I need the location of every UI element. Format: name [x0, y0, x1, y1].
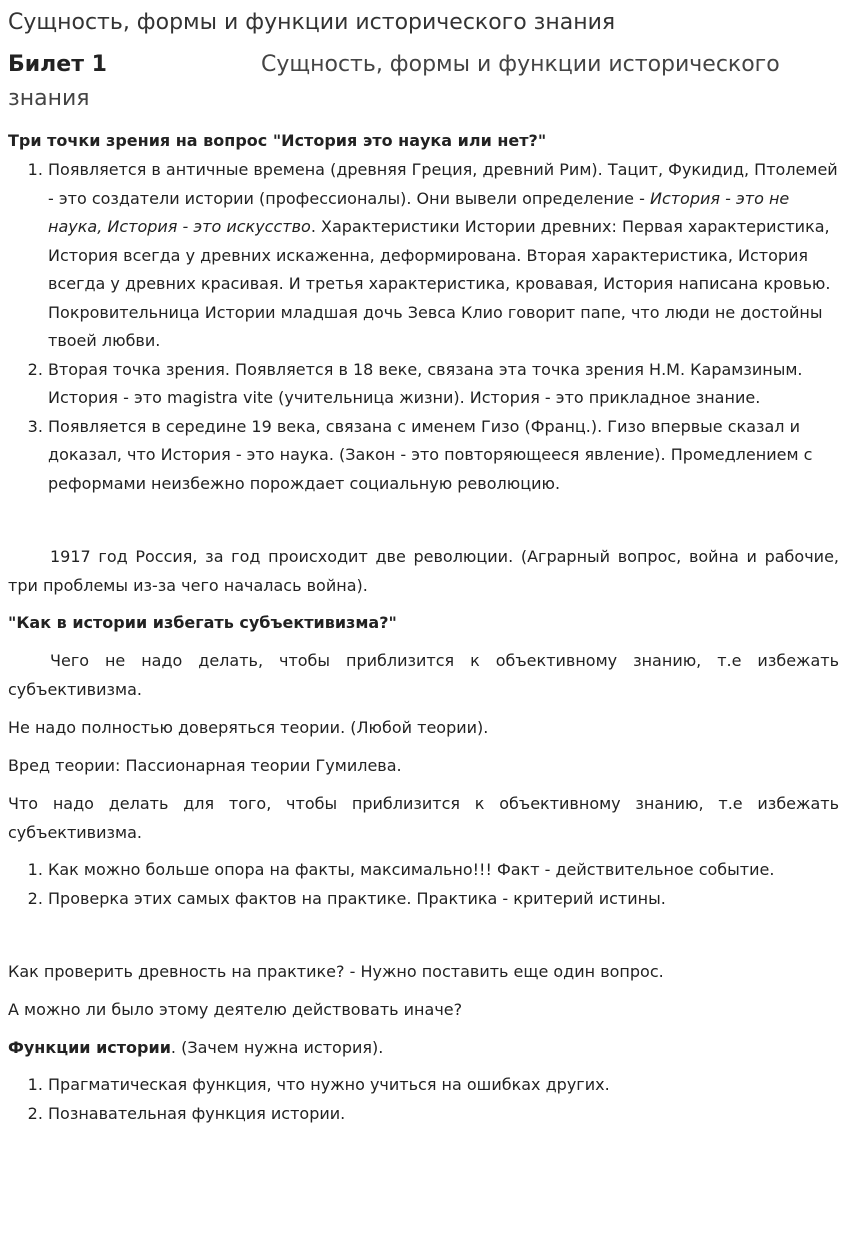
paragraph-1917: 1917 год Россия, за год происходит две революции. (Аграрный вопрос, война и рабочие, три проблемы из-за чего началась война). — [8, 547, 839, 595]
section3-heading-bold: Функции истории — [8, 1038, 171, 1057]
document-title: Сущность, формы и функции исторического знания — [8, 10, 616, 35]
list-item: 2. Вторая точка зрения. Появляется в 18 веке, связана эта точка зрения Н.М. Карамзиным. История - это magistra vite (учительница жизни). История - это прикладное знание. — [48, 356, 839, 413]
item-text: Появляется в античные времена (древняя Греция, древний Рим). Тацит, Фукидид, Птолемей - это создатели истории (профессионалы). Они вывели определение - — [48, 160, 838, 208]
section3-heading-rest: . (Зачем нужна история). — [170, 1038, 384, 1057]
paragraph: Как проверить древность на практике? - Нужно поставить еще один вопрос. — [8, 962, 664, 981]
ticket-header — [8, 48, 839, 116]
paragraph: Чего не надо делать, чтобы приблизится к объективному знанию, т.е избежать субъективизма. — [8, 651, 839, 699]
section2-heading: "Как в истории избегать субъективизма?" — [8, 613, 397, 632]
spacer — [8, 498, 839, 528]
list-item: 1. Как можно больше опора на факты, максимально!!! Факт - действительное событие. — [48, 856, 839, 885]
section1-heading: Три точки зрения на вопрос "История это наука или нет?" — [8, 131, 547, 150]
list-item: 1. Прагматическая функция, что нужно учиться на ошибках других. — [48, 1071, 839, 1100]
ticket-title: Сущность, формы и функции исторического знания — [8, 52, 780, 111]
list-item: 2. Познавательная функция истории. — [48, 1100, 839, 1129]
list-item: 2. Проверка этих самых фактов на практике. Практика - критерий истины. — [48, 885, 839, 914]
ticket-label: Билет 1 — [8, 52, 107, 77]
paragraph: А можно ли было этому деятелю действовать иначе? — [8, 1000, 463, 1019]
objectivity-list — [8, 856, 839, 913]
item-text: . Характеристики Истории древних: Первая характеристика, История всегда у древних искаженна, деформирована. Вторая характеристика, История всегда у древних красивая. И третья характеристика, кровавая, История написана кровью. Покровительница Истории младшая дочь Зевса Клио говорит папе, что люди не достойны твоей любви. — [48, 217, 831, 350]
viewpoints-list — [8, 156, 839, 498]
paragraph: Вред теории: Пассионарная теории Гумилева. — [8, 756, 402, 775]
section3-heading — [8, 1033, 839, 1062]
spacer — [8, 913, 839, 943]
functions-list — [8, 1071, 839, 1128]
paragraph: Что надо делать для того, чтобы приблизится к объективному знанию, т.е избежать субъективизма. — [8, 794, 839, 842]
list-item: 3. Появляется в середине 19 века, связана с именем Гизо (Франц.). Гизо впервые сказал и доказал, что История - это наука. (Закон - это повторяющееся явление). Промедлением с реформами неизбежно порождает социальную революцию. — [48, 413, 839, 499]
paragraph: Не надо полностью доверяться теории. (Любой теории). — [8, 718, 489, 737]
item-italic-text: История - это не наука, История - это искусство — [48, 188, 790, 236]
list-item — [48, 156, 839, 356]
